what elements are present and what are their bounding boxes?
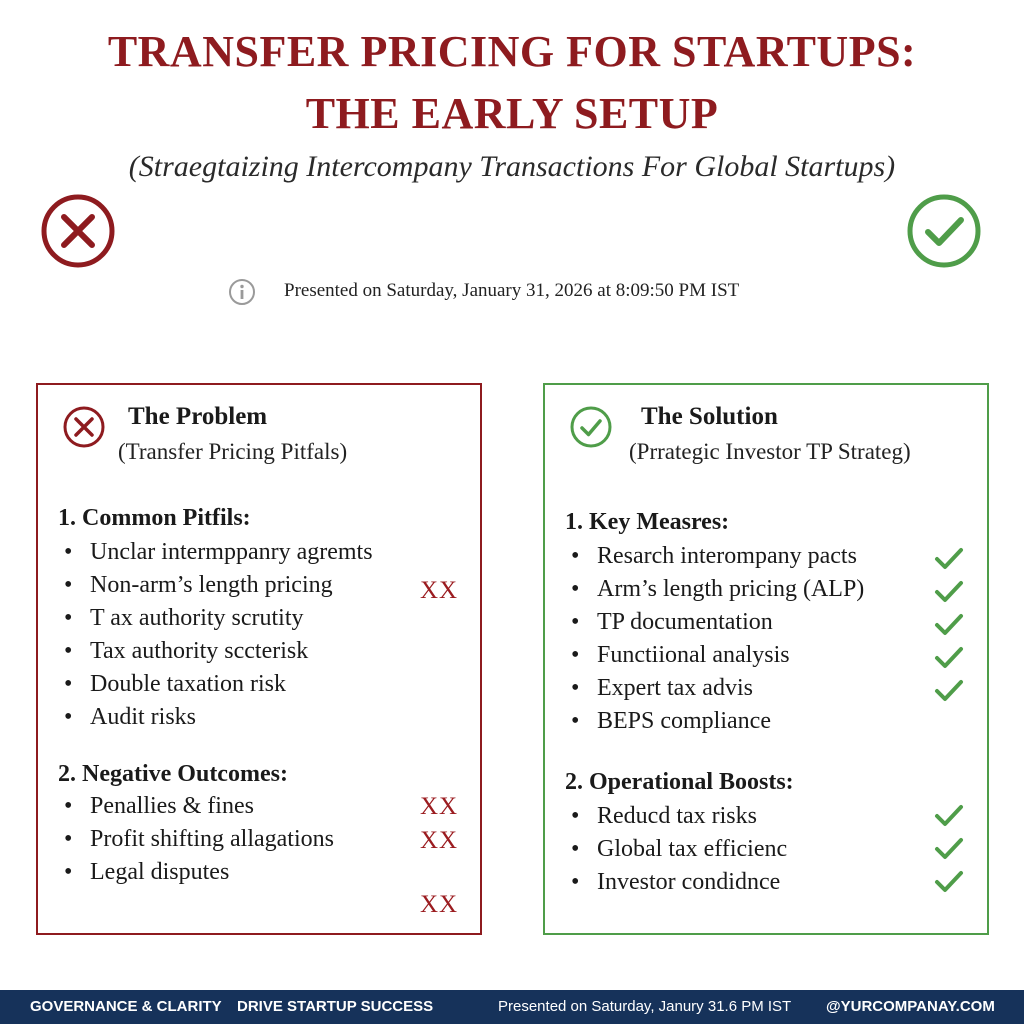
x-circle-icon xyxy=(62,405,106,449)
list-item: • Arm’s length pricing (ALP) xyxy=(571,576,865,602)
solution-subtitle: (Prrategic Investor TP Strateg) xyxy=(629,439,911,464)
page-title-line-2: THE EARLY SETUP xyxy=(305,89,719,138)
footer-presented: Presented on Saturday, Janury 31.6 PM IST xyxy=(498,998,792,1015)
xx-mark: XX xyxy=(420,577,459,604)
problem-subtitle: (Transfer Pricing Pitfals) xyxy=(118,439,348,464)
check-icon xyxy=(933,545,965,573)
list-item: • Profit shifting allagations xyxy=(64,826,334,852)
footer-handle[interactable]: @YURCOMPANAY.COM xyxy=(826,998,995,1015)
solution-section-2-heading: 2. Operational Boosts: xyxy=(565,769,794,795)
list-item: • Unclar intermppanry agremts xyxy=(64,539,373,565)
list-item: • Non-arm’s length pricing xyxy=(64,572,333,598)
problem-section-2-heading: 2. Negative Outcomes: xyxy=(58,761,288,787)
check-icon xyxy=(933,611,965,639)
problem-section-1-heading: 1. Common Pitfils: xyxy=(58,505,251,531)
check-icon xyxy=(933,835,965,863)
footer-bar xyxy=(0,990,1024,1024)
solution-card xyxy=(543,383,989,935)
list-item: • Expert tax advis xyxy=(571,675,753,701)
list-item: • Global tax efficienc xyxy=(571,836,788,862)
xx-mark: XX xyxy=(420,793,459,820)
x-circle-icon xyxy=(40,193,116,269)
list-item: • Reducd tax risks xyxy=(571,803,757,829)
list-item: • T ax authority scrutity xyxy=(64,605,304,631)
list-item: • Double taxation risk xyxy=(64,671,286,697)
list-item: • BEPS compliance xyxy=(571,708,771,734)
check-circle-icon xyxy=(569,405,613,449)
check-icon xyxy=(933,868,965,896)
page-title-line-1: TRANSFER PRICING FOR STARTUPS: xyxy=(107,27,917,76)
list-item: • Penallies & fines xyxy=(64,793,254,819)
footer-tagline-2: DRIVE STARTUP SUCCESS xyxy=(237,998,434,1015)
check-icon xyxy=(933,578,965,606)
solution-title: The Solution xyxy=(641,403,778,430)
list-item: • Audit risks xyxy=(64,704,197,730)
list-item: • Functiional analysis xyxy=(571,642,790,668)
solution-section-1-heading: 1. Key Measres: xyxy=(565,509,730,535)
check-icon xyxy=(933,802,965,830)
check-circle-icon xyxy=(906,193,982,269)
info-icon xyxy=(228,278,256,306)
list-item: • Resarch interompany pacts xyxy=(571,543,857,569)
page-subtitle: (Straegtaizing Intercompany Transactions For Global Startups) xyxy=(128,150,896,183)
list-item: • Legal disputes xyxy=(64,859,230,885)
check-icon xyxy=(933,677,965,705)
problem-title: The Problem xyxy=(128,403,268,430)
list-item: • Tax authority sccterisk xyxy=(64,638,309,664)
presented-date: Presented on Saturday, January 31, 2026 at 8:09:50 PM IST xyxy=(284,280,740,301)
list-item: • Investor condidnce xyxy=(571,869,781,895)
xx-mark: XX xyxy=(420,827,459,854)
check-icon xyxy=(933,644,965,672)
problem-card xyxy=(36,383,482,935)
footer-tagline-1: GOVERNANCE & CLARITY xyxy=(30,998,222,1015)
xx-mark: XX xyxy=(420,891,459,918)
list-item: • TP documentation xyxy=(571,609,773,635)
